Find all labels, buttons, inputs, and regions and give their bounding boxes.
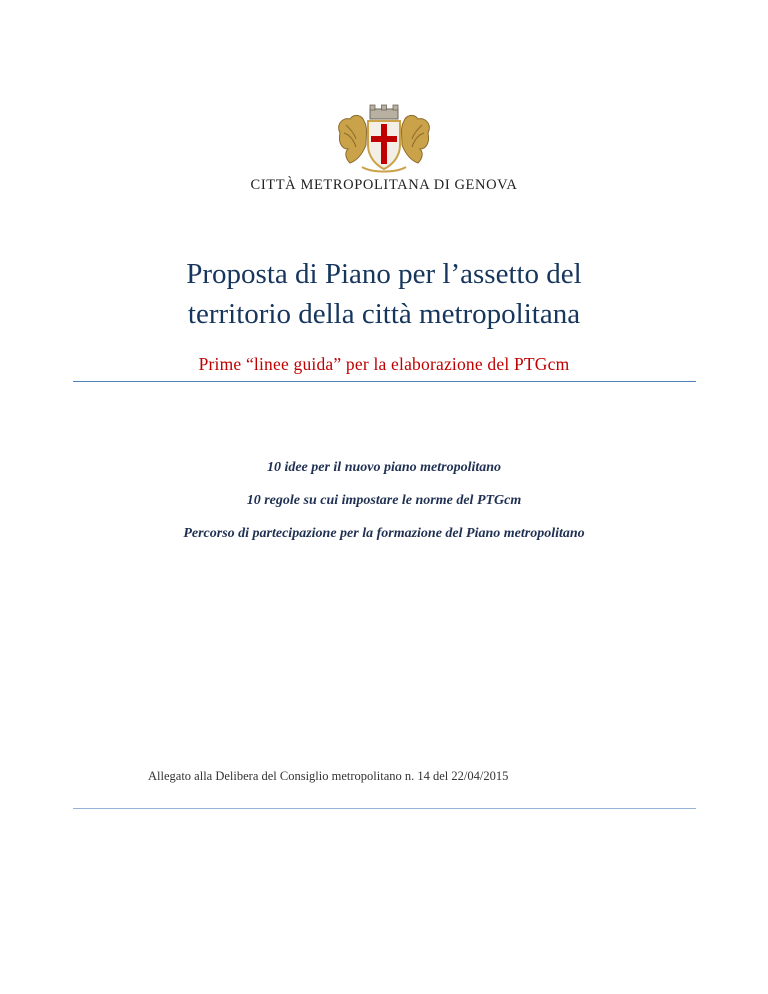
organization-name: CITTÀ METROPOLITANA DI GENOVA (250, 177, 518, 193)
bottom-divider (73, 808, 696, 809)
attachment-note: Allegato alla Delibera del Consiglio metropolitano n. 14 del 22/04/2015 (148, 769, 509, 783)
topic-item-rules: 10 regole su cui impostare le norme del PTGcm (246, 493, 522, 508)
crest-svg (332, 103, 436, 177)
title-line-2: territorio della città metropolitana (187, 298, 581, 330)
topic-item-ideas: 10 idee per il nuovo piano metropolitano (266, 460, 502, 475)
topic-item-participation: Percorso di partecipazione per la formazione del Piano metropolitano (183, 526, 585, 541)
document-subtitle: Prime “linee guida” per la elaborazione del PTGcm (198, 354, 570, 374)
coat-of-arms-icon (332, 103, 436, 177)
topics-list (0, 458, 768, 557)
document-title (0, 254, 768, 334)
title-line-1: Proposta di Piano per l’assetto del (186, 258, 582, 290)
top-divider (73, 381, 696, 382)
